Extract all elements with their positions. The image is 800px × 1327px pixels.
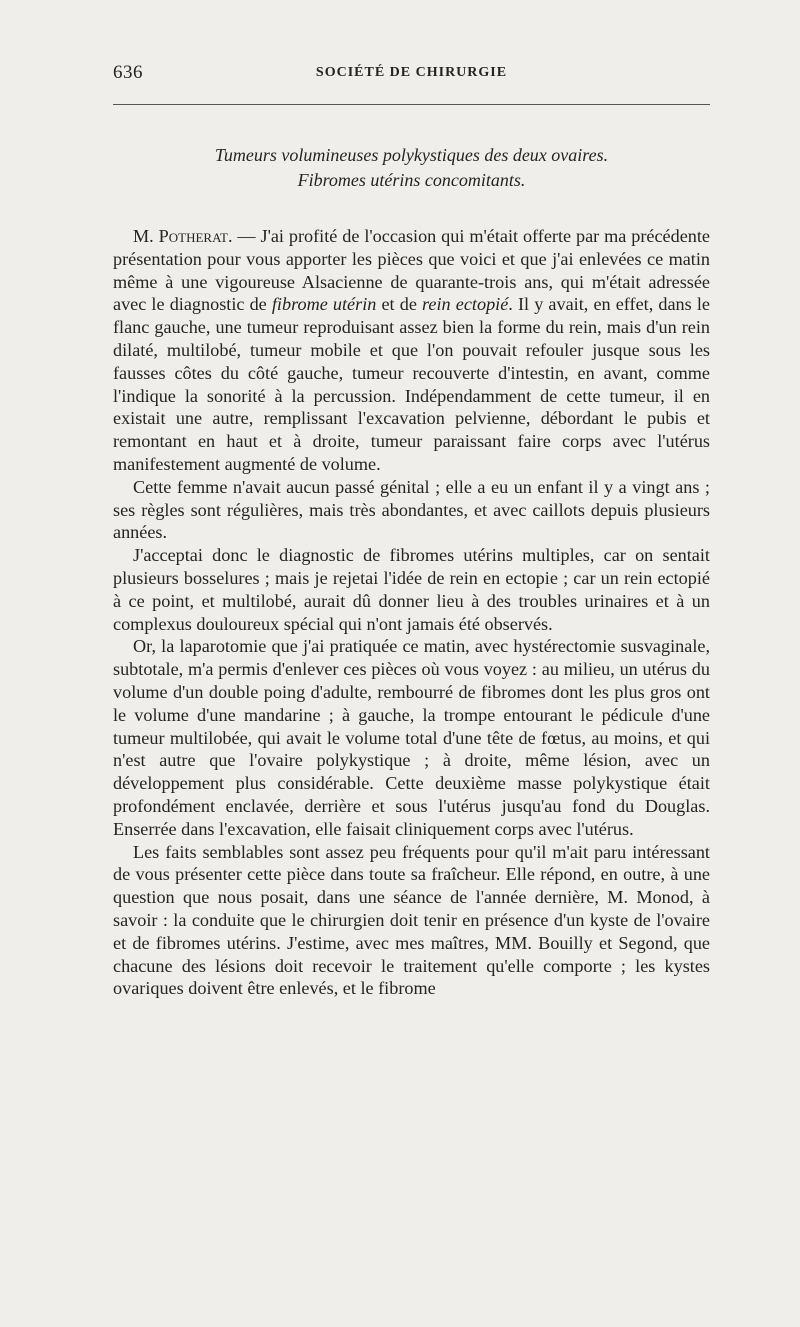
paragraph-1-emphasis-1: fibrome utérin bbox=[271, 294, 377, 315]
speaker-name: M. Potherat. bbox=[133, 226, 233, 246]
header-rule bbox=[113, 104, 710, 105]
title-line-1: Tumeurs volumineuses polykystiques des deux ovaires. bbox=[214, 145, 609, 165]
paragraph-1-text-a: — J'ai profité de l'occasion qui m'était offerte par ma précédente présentation pour vous apporter les pièces que voici et que j'ai enlevées ce matin même à une vigoureuse Alsacienne de quarante-trois ans, qui m'était adressée avec le diagnostic de bbox=[113, 226, 710, 315]
article-title bbox=[113, 143, 710, 193]
paragraph-1-text-b: et de bbox=[376, 294, 423, 315]
paragraph-3: J'acceptai donc le diagnostic de fibromes utérins multiples, car on sentait plusieurs bosselures ; mais je rejetai l'idée de rein en ectopie ; car un rein ectopié à ce point, et multilobé, aurait dû donner lieu à des troubles urinaires et à un complexus douloureux spécial qui n'ont jamais été observés. bbox=[113, 545, 710, 634]
paragraph-1-emphasis-2: rein ectopié bbox=[422, 294, 509, 315]
page-number: 636 bbox=[113, 62, 143, 83]
paragraph-4: Or, la laparotomie que j'ai pratiquée ce matin, avec hystérectomie susvaginale, subtotale, m'a permis d'enlever ces pièces où vous voyez : au milieu, un utérus du volume d'un double poing d'adulte, rembourré de fibromes dont les plus gros ont le volume d'une mandarine ; à gauche, la trompe entourant le pédicule d'une tumeur multilobée, qui avait le volume total d'une tête de fœtus, au moins, et qui n'est autre que l'ovaire polykystique ; à droite, même lésion, avec un développement plus considérable. Cette deuxième masse polykystique était profondément enclavée, derrière et sous l'utérus jusqu'au fond du Douglas. Enserrée dans l'excavation, elle faisait cliniquement corps avec l'utérus. bbox=[113, 636, 710, 839]
paragraph-2: Cette femme n'avait aucun passé génital ; elle a eu un enfant il y a vingt ans ; ses règles sont régulières, mais très abondantes, et avec caillots depuis plusieurs années. bbox=[113, 476, 710, 543]
page-header bbox=[113, 62, 710, 86]
paragraph-1-text-c: . Il y avait, en effet, dans le flanc gauche, une tumeur reproduisant assez bien la forme du rein, mais d'un rein dilaté, multilobé, tumeur mobile et que l'on pouvait refouler jusque sous les fausses côtes du côté gauche, tumeur recouverte d'intestin, en avant, comme l'indique la sonorité à la percussion. Indépendamment de cette tumeur, il en existait une autre, remplissant l'excavation pelvienne, débordant le pubis et remontant en haut et à droite, tumeur paraissant faire corps avec l'utérus manifestement augmenté de volume. bbox=[113, 294, 710, 474]
running-head: SOCIÉTÉ DE CHIRURGIE bbox=[315, 65, 508, 80]
article-body bbox=[113, 225, 710, 1000]
title-line-2: Fibromes utérins concomitants. bbox=[297, 170, 526, 190]
paragraph-5: Les faits semblables sont assez peu fréquents pour qu'il m'ait paru intéressant de vous présenter cette pièce dans toute sa fraîcheur. Elle répond, en outre, à une question que nous posait, dans une séance de l'année dernière, M. Monod, à savoir : la conduite que le chirurgien doit tenir en présence d'un kyste de l'ovaire et de fibromes utérins. J'estime, avec mes maîtres, MM. Bouilly et Segond, que chacune des lésions doit recevoir le traitement qu'elle comporte ; les kystes ovariques doivent être enlevés, et le fibrome bbox=[113, 841, 710, 999]
paragraph-1 bbox=[113, 225, 710, 476]
